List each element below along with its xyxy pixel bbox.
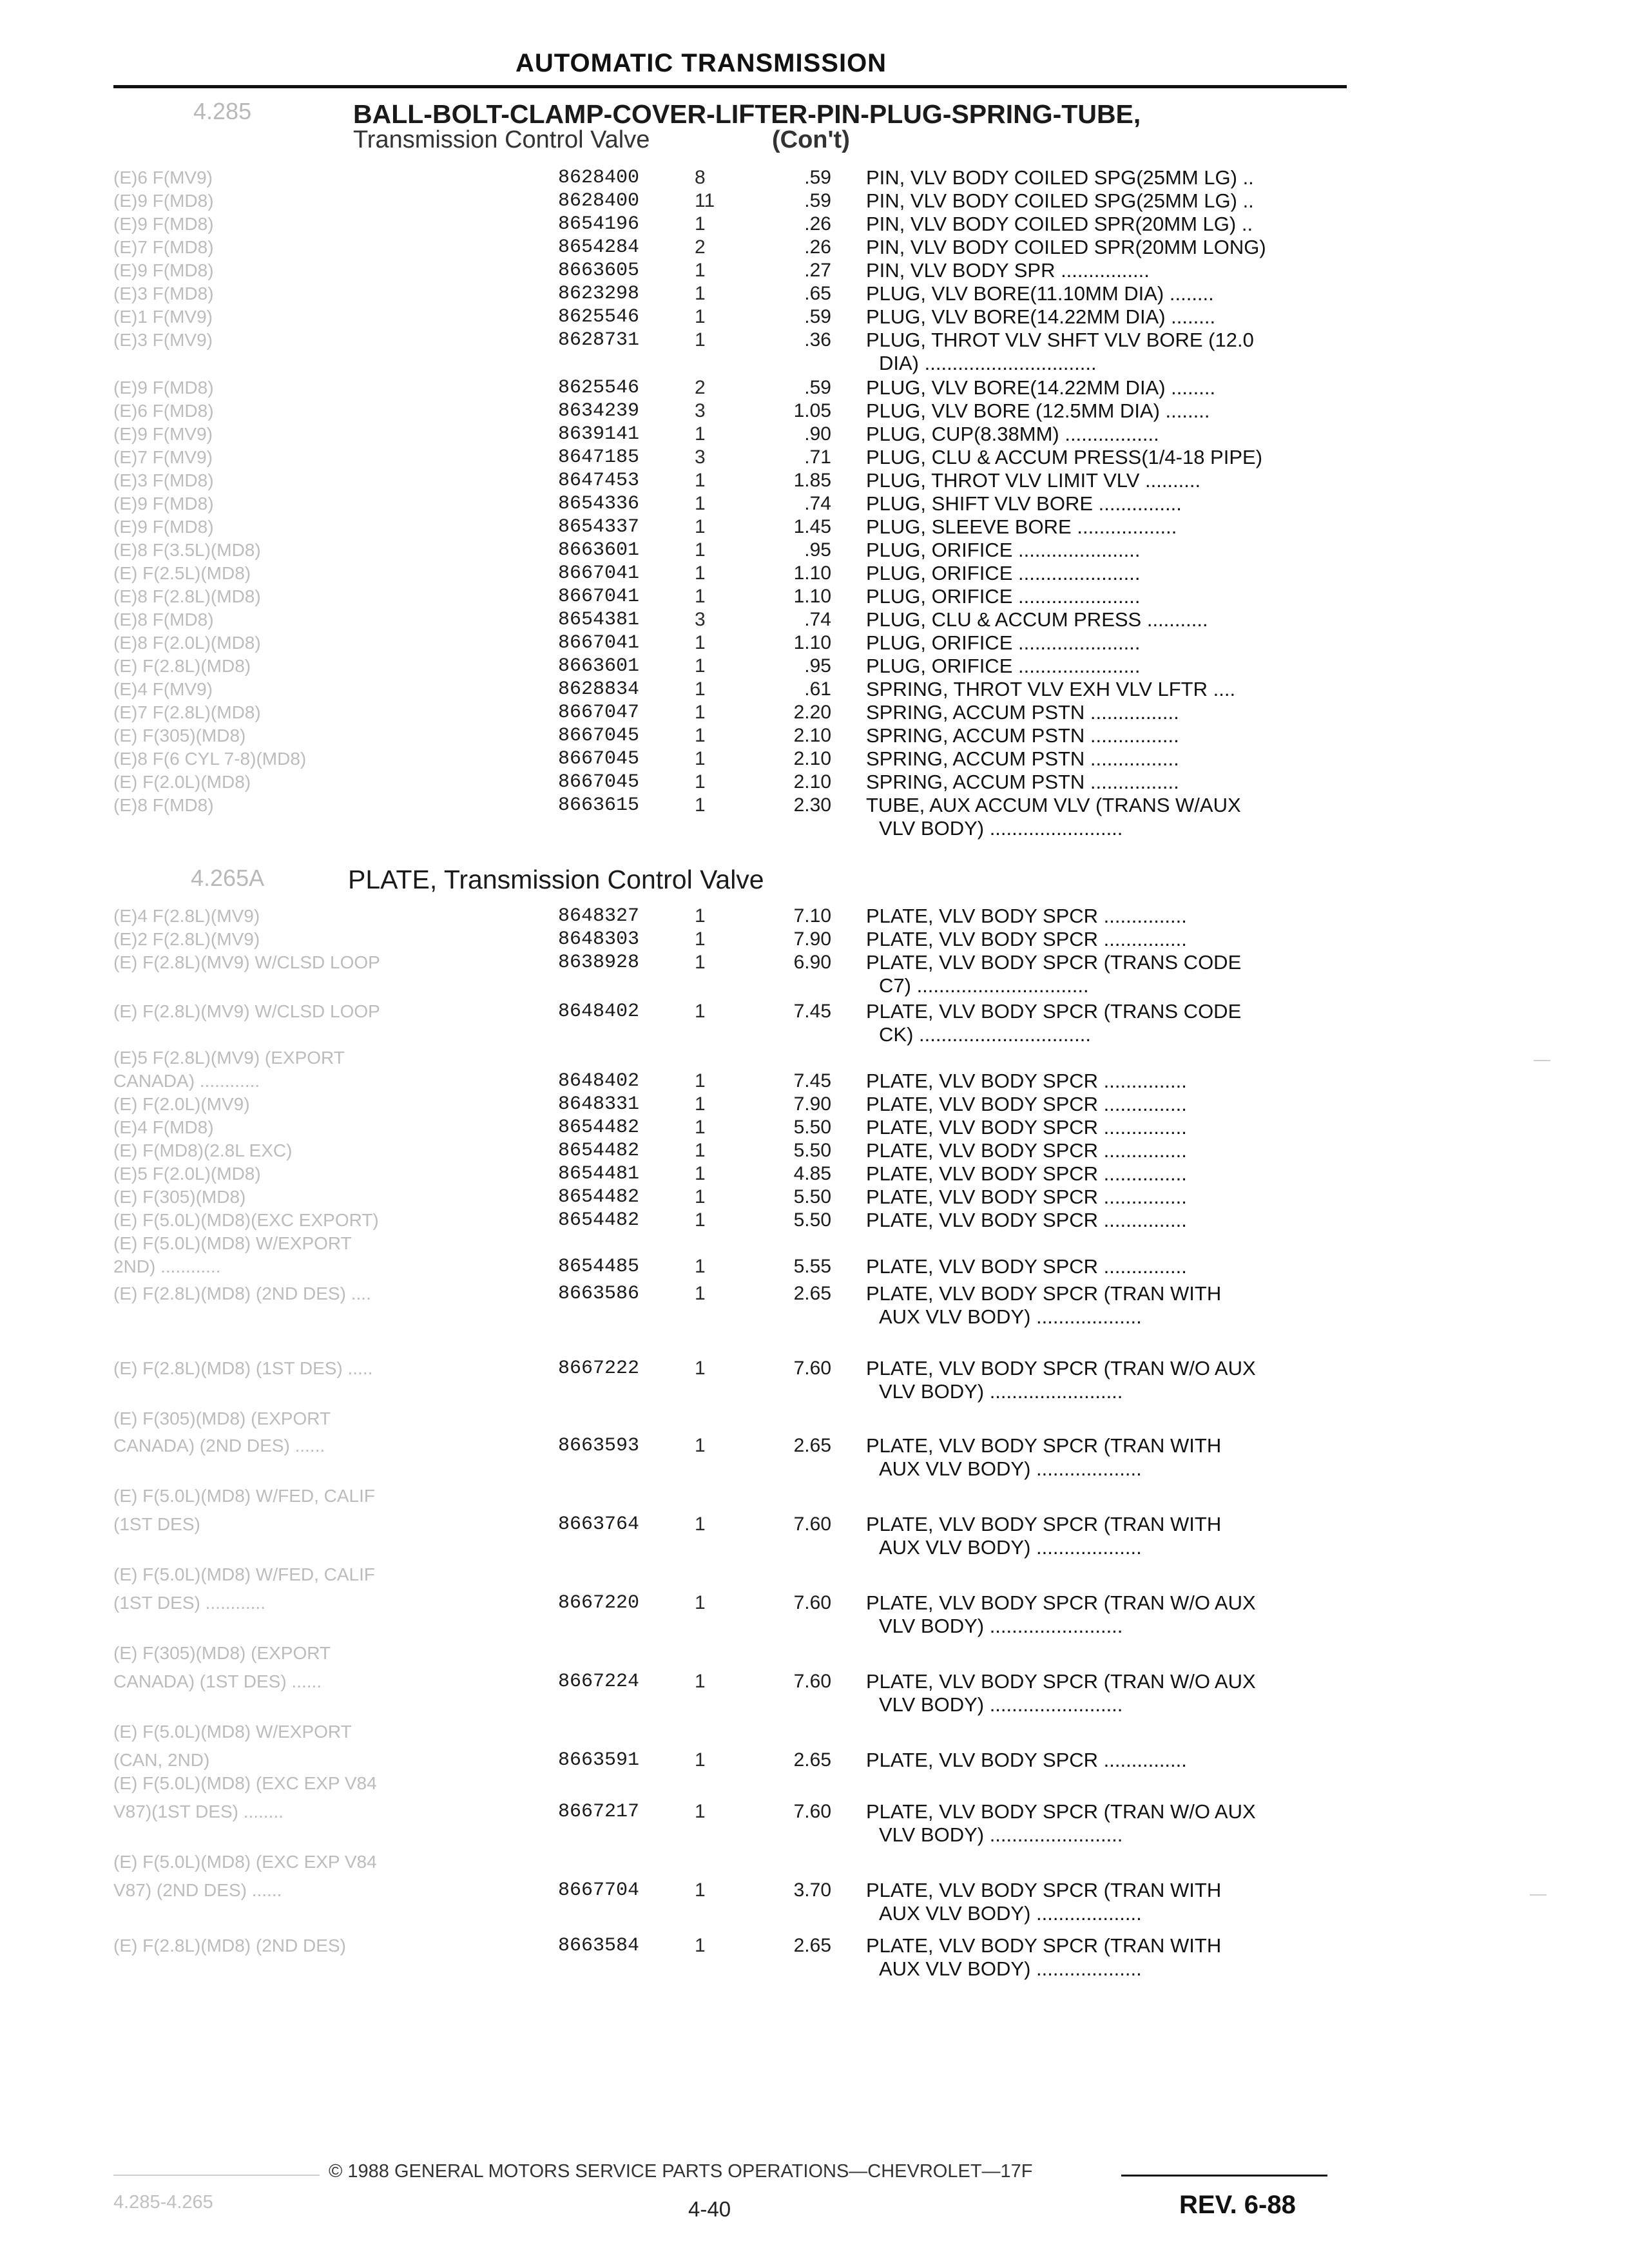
part-number: 8648327 [558, 905, 640, 927]
quantity: 1 [695, 562, 706, 584]
model-application: (E) F(305)(MD8) (EXPORT [113, 1643, 331, 1663]
price: 2.65 [793, 1935, 831, 1956]
quantity: 1 [695, 1070, 706, 1091]
part-number: 8663615 [558, 794, 640, 816]
price: 7.60 [793, 1671, 831, 1692]
header-rule [113, 85, 1347, 88]
model-application: (E)5 F(2.0L)(MD8) [113, 1164, 261, 1184]
model-application: (E) F(5.0L)(MD8) W/FED, CALIF [113, 1486, 376, 1506]
part-description: PLUG, ORIFICE ...................... [866, 631, 1141, 654]
price: .27 [804, 260, 831, 281]
model-application: (E)9 F(MD8) [113, 378, 214, 398]
model-application: (E) F(2.8L)(MV9) W/CLSD LOOP [113, 952, 380, 972]
part-number: 8663584 [558, 1935, 640, 1957]
model-application: (E)4 F(2.8L)(MV9) [113, 906, 260, 926]
model-application: V87) (2ND DES) ...... [113, 1880, 282, 1900]
price: 1.05 [793, 400, 831, 421]
part-number: 8654481 [558, 1163, 640, 1185]
quantity: 1 [695, 928, 706, 950]
part-number: 8648402 [558, 1070, 640, 1092]
part-number: 8654337 [558, 516, 640, 538]
quantity: 1 [695, 952, 706, 973]
price: .36 [804, 329, 831, 351]
part-description-continued: VLV BODY) ........................ [879, 817, 1123, 840]
price: 7.90 [793, 928, 831, 950]
model-application: (1ST DES) ............ [113, 1593, 265, 1613]
quantity: 1 [695, 1256, 706, 1277]
part-description: PLATE, VLV BODY SPCR (TRANS CODE [866, 951, 1242, 974]
quantity: 2 [695, 377, 706, 398]
part-number: 8667045 [558, 725, 640, 747]
model-application: CANADA) (2ND DES) ...... [113, 1436, 325, 1456]
model-application: (E)2 F(2.8L)(MV9) [113, 929, 260, 949]
part-description: PLUG, THROT VLV LIMIT VLV .......... [866, 469, 1201, 492]
quantity: 1 [695, 470, 706, 491]
price: 2.30 [793, 794, 831, 816]
model-application: (E) F(5.0L)(MD8) (EXC EXP V84 [113, 1773, 377, 1793]
quantity: 1 [695, 1140, 706, 1161]
part-number: 8654482 [558, 1209, 640, 1231]
part-number: 8654196 [558, 213, 640, 235]
quantity: 1 [695, 213, 706, 235]
part-description: PIN, VLV BODY COILED SPG(25MM LG) .. [866, 189, 1254, 212]
part-number: 8648303 [558, 928, 640, 950]
model-application: (E)3 F(MD8) [113, 284, 214, 303]
quantity: 1 [695, 493, 706, 514]
model-application: CANADA) ............ [113, 1071, 260, 1091]
part-number: 8634239 [558, 400, 640, 422]
part-description-continued: VLV BODY) ........................ [879, 1693, 1123, 1716]
price: 2.10 [793, 771, 831, 793]
part-description: PLATE, VLV BODY SPCR ............... [866, 928, 1187, 950]
model-application: (E)4 F(MV9) [113, 679, 213, 699]
part-description-continued: VLV BODY) ........................ [879, 1615, 1123, 1637]
price: 2.10 [793, 748, 831, 769]
part-number: 8667045 [558, 748, 640, 770]
price: 7.90 [793, 1093, 831, 1115]
price: .90 [804, 423, 831, 445]
part-description: PLUG, SHIFT VLV BORE ............... [866, 492, 1182, 515]
part-number: 8654336 [558, 493, 640, 515]
quantity: 1 [695, 632, 706, 653]
part-description: PLUG, CLU & ACCUM PRESS ........... [866, 608, 1208, 631]
part-description-continued: AUX VLV BODY) ................... [879, 1536, 1142, 1559]
quantity: 1 [695, 1163, 706, 1184]
model-application: (E)9 F(MV9) [113, 424, 213, 444]
footer-rule-right [1121, 2175, 1327, 2177]
part-number: 8628400 [558, 167, 640, 189]
part-description: PLUG, VLV BORE(11.10MM DIA) ........ [866, 282, 1214, 305]
price: 2.65 [793, 1749, 831, 1771]
model-application: (E)9 F(MD8) [113, 191, 214, 211]
part-number: 8654482 [558, 1140, 640, 1162]
price: 5.50 [793, 1140, 831, 1161]
part-description: PLUG, VLV BORE(14.22MM DIA) ........ [866, 376, 1216, 399]
part-number: 8663601 [558, 655, 640, 677]
model-application: (E)3 F(MD8) [113, 470, 214, 490]
part-description: PLUG, VLV BORE(14.22MM DIA) ........ [866, 305, 1216, 328]
model-application: (E) F(2.0L)(MD8) [113, 772, 251, 792]
part-description: SPRING, ACCUM PSTN ................ [866, 701, 1179, 724]
model-application: (E)8 F(MD8) [113, 610, 214, 629]
part-number: 8625546 [558, 306, 640, 328]
price: 7.60 [793, 1514, 831, 1535]
price: 7.10 [793, 905, 831, 927]
part-number: 8667220 [558, 1592, 640, 1614]
part-description: SPRING, THROT VLV EXH VLV LFTR .... [866, 678, 1236, 700]
price: .95 [804, 539, 831, 561]
section-2-title: PLATE, Transmission Control Valve [348, 865, 764, 894]
price: .74 [804, 493, 831, 514]
model-application: (E)9 F(MD8) [113, 260, 214, 280]
part-description: PIN, VLV BODY COILED SPR(20MM LG) .. [866, 213, 1253, 235]
quantity: 1 [695, 794, 706, 816]
part-description-continued: VLV BODY) ........................ [879, 1380, 1123, 1403]
section-1-cont: (Con't) [772, 126, 850, 153]
model-application: (E) F(5.0L)(MD8) W/EXPORT [113, 1233, 352, 1253]
footer-section-code: 4.285-4.265 [113, 2192, 213, 2213]
quantity: 3 [695, 609, 706, 630]
quantity: 11 [695, 190, 715, 211]
quantity: 1 [695, 1935, 706, 1956]
price: 1.10 [793, 632, 831, 653]
price: .59 [804, 377, 831, 398]
quantity: 1 [695, 516, 706, 537]
model-application: (E)8 F(6 CYL 7-8)(MD8) [113, 749, 307, 769]
part-description: PLATE, VLV BODY SPCR (TRANS CODE [866, 1000, 1242, 1023]
part-description: PLATE, VLV BODY SPCR (TRAN W/O AUX [866, 1800, 1256, 1823]
quantity: 1 [695, 586, 706, 607]
quantity: 1 [695, 329, 706, 351]
model-application: CANADA) (1ST DES) ...... [113, 1671, 322, 1691]
quantity: 1 [695, 771, 706, 793]
part-description-continued: DIA) ............................... [879, 352, 1097, 374]
price: .61 [804, 678, 831, 700]
part-number: 8639141 [558, 423, 640, 445]
price: 7.60 [793, 1801, 831, 1822]
part-number: 8667041 [558, 632, 640, 654]
quantity: 1 [695, 1801, 706, 1822]
price: 2.65 [793, 1435, 831, 1456]
model-application: (E) F(5.0L)(MD8)(EXC EXPORT) [113, 1210, 379, 1230]
quantity: 1 [695, 1435, 706, 1456]
price: 1.10 [793, 586, 831, 607]
part-description: PLATE, VLV BODY SPCR (TRAN WITH [866, 1879, 1222, 1901]
part-description-continued: CK) ............................... [879, 1023, 1091, 1046]
price: 6.90 [793, 952, 831, 973]
part-description-continued: AUX VLV BODY) ................... [879, 1957, 1142, 1980]
model-application: (1ST DES) [113, 1514, 200, 1534]
part-description: PLATE, VLV BODY SPCR ............... [866, 1209, 1187, 1231]
quantity: 1 [695, 1209, 706, 1231]
model-application: (E) F(2.8L)(MD8) (2ND DES) [113, 1936, 346, 1956]
price: .71 [804, 447, 831, 468]
quantity: 1 [695, 725, 706, 746]
price: 1.10 [793, 562, 831, 584]
part-description: PLATE, VLV BODY SPCR ............... [866, 1139, 1187, 1162]
quantity: 1 [695, 423, 706, 445]
part-description: PIN, VLV BODY COILED SPG(25MM LG) .. [866, 166, 1254, 189]
part-number: 8654284 [558, 236, 640, 258]
part-number: 8648331 [558, 1093, 640, 1115]
part-description: SPRING, ACCUM PSTN ................ [866, 724, 1179, 747]
quantity: 1 [695, 1749, 706, 1771]
model-application: (E)8 F(3.5L)(MD8) [113, 540, 261, 560]
quantity: 1 [695, 1186, 706, 1207]
model-application: (CAN, 2ND) [113, 1750, 210, 1770]
price: 7.45 [793, 1001, 831, 1022]
price: 2.10 [793, 725, 831, 746]
part-description: PIN, VLV BODY SPR ................ [866, 259, 1150, 282]
model-application: (E) F(2.8L)(MV9) W/CLSD LOOP [113, 1001, 380, 1021]
quantity: 1 [695, 1358, 706, 1379]
model-application: (E)5 F(2.8L)(MV9) (EXPORT [113, 1048, 345, 1068]
price: .26 [804, 213, 831, 235]
section-1-code: 4.285 [193, 98, 252, 124]
model-application: (E) F(5.0L)(MD8) W/EXPORT [113, 1722, 352, 1742]
price: 4.85 [793, 1163, 831, 1184]
model-application: (E)8 F(MD8) [113, 795, 214, 815]
scan-margin-mark [1534, 1060, 1550, 1061]
part-description: PLATE, VLV BODY SPCR ............... [866, 1255, 1187, 1278]
model-application: (E)9 F(MD8) [113, 494, 214, 514]
quantity: 1 [695, 678, 706, 700]
part-number: 8654485 [558, 1256, 640, 1278]
price: .74 [804, 609, 831, 630]
part-description: PLATE, VLV BODY SPCR ............... [866, 1162, 1187, 1185]
section-1-subtitle: Transmission Control Valve [353, 126, 650, 153]
scan-margin-mark [1530, 1894, 1547, 1896]
model-application: (E)4 F(MD8) [113, 1117, 214, 1137]
price: 5.50 [793, 1117, 831, 1138]
page-title: AUTOMATIC TRANSMISSION [516, 49, 887, 77]
part-number: 8654381 [558, 609, 640, 631]
part-description: PIN, VLV BODY COILED SPR(20MM LONG) [866, 236, 1266, 258]
part-description: PLATE, VLV BODY SPCR (TRAN WITH [866, 1282, 1222, 1305]
price: 5.50 [793, 1186, 831, 1207]
part-description: PLATE, VLV BODY SPCR (TRAN WITH [866, 1513, 1222, 1535]
part-description: PLUG, CLU & ACCUM PRESS(1/4-18 PIPE) [866, 446, 1263, 468]
price: 1.85 [793, 470, 831, 491]
part-description: PLUG, ORIFICE ...................... [866, 655, 1141, 677]
part-description-continued: VLV BODY) ........................ [879, 1823, 1123, 1846]
price: 5.50 [793, 1209, 831, 1231]
quantity: 1 [695, 283, 706, 304]
model-application: 2ND) ............ [113, 1256, 221, 1276]
section-1-title: BALL-BOLT-CLAMP-COVER-LIFTER-PIN-PLUG-SPRING-TUBE, [353, 99, 1141, 129]
price: .59 [804, 306, 831, 327]
part-number: 8663601 [558, 539, 640, 561]
model-application: (E)8 F(2.0L)(MD8) [113, 633, 261, 653]
part-number: 8667047 [558, 702, 640, 724]
quantity: 1 [695, 260, 706, 281]
model-application: (E)1 F(MV9) [113, 307, 213, 327]
price: 5.55 [793, 1256, 831, 1277]
price: 3.70 [793, 1879, 831, 1901]
quantity: 1 [695, 1117, 706, 1138]
part-number: 8638928 [558, 952, 640, 974]
part-description: TUBE, AUX ACCUM VLV (TRANS W/AUX [866, 794, 1241, 816]
model-application: (E) F(305)(MD8) [113, 1187, 246, 1207]
part-description: PLATE, VLV BODY SPCR ............... [866, 1116, 1187, 1139]
part-description-continued: C7) ............................... [879, 974, 1089, 997]
part-description: SPRING, ACCUM PSTN ................ [866, 771, 1179, 793]
model-application: (E) F(2.8L)(MD8) (1ST DES) ..... [113, 1358, 373, 1378]
model-application: (E) F(MD8)(2.8L EXC) [113, 1140, 293, 1160]
part-description: PLATE, VLV BODY SPCR ............... [866, 905, 1187, 927]
price: 7.60 [793, 1592, 831, 1613]
part-number: 8667704 [558, 1879, 640, 1901]
part-description: PLUG, ORIFICE ...................... [866, 539, 1141, 561]
part-number: 8648402 [558, 1001, 640, 1023]
model-application: (E)6 F(MD8) [113, 401, 214, 421]
part-number: 8663764 [558, 1514, 640, 1535]
revision-label: REV. 6-88 [1179, 2191, 1296, 2219]
part-description: SPRING, ACCUM PSTN ................ [866, 747, 1179, 770]
price: .95 [804, 655, 831, 677]
quantity: 1 [695, 1879, 706, 1901]
model-application: (E)8 F(2.8L)(MD8) [113, 586, 261, 606]
footer-rule-left [113, 2175, 320, 2176]
part-description-continued: AUX VLV BODY) ................... [879, 1457, 1142, 1480]
quantity: 1 [695, 905, 706, 927]
footer-copyright: © 1988 GENERAL MOTORS SERVICE PARTS OPERATIONS—CHEVROLET—17F [329, 2161, 1033, 2182]
part-number: 8667222 [558, 1358, 640, 1379]
price: 7.60 [793, 1358, 831, 1379]
part-description: PLATE, VLV BODY SPCR ............... [866, 1749, 1187, 1771]
model-application: (E)3 F(MV9) [113, 330, 213, 350]
quantity: 8 [695, 167, 706, 188]
part-description: PLATE, VLV BODY SPCR ............... [866, 1070, 1187, 1092]
part-number: 8628834 [558, 678, 640, 700]
quantity: 1 [695, 306, 706, 327]
part-number: 8663605 [558, 260, 640, 282]
part-number: 8625546 [558, 377, 640, 399]
model-application: (E) F(2.0L)(MV9) [113, 1094, 250, 1114]
part-description-continued: AUX VLV BODY) ................... [879, 1305, 1142, 1328]
quantity: 1 [695, 748, 706, 769]
model-application: (E)9 F(MD8) [113, 214, 214, 234]
quantity: 1 [695, 1001, 706, 1022]
price: 2.20 [793, 702, 831, 723]
model-application: (E)6 F(MV9) [113, 168, 213, 187]
model-application: (E) F(305)(MD8) (EXPORT [113, 1408, 331, 1428]
part-number: 8628400 [558, 190, 640, 212]
model-application: (E)9 F(MD8) [113, 517, 214, 537]
model-application: (E) F(5.0L)(MD8) (EXC EXP V84 [113, 1852, 377, 1872]
part-description: PLUG, ORIFICE ...................... [866, 585, 1141, 608]
part-description-continued: AUX VLV BODY) ................... [879, 1902, 1142, 1925]
part-number: 8654482 [558, 1117, 640, 1139]
quantity: 1 [695, 1093, 706, 1115]
part-description: PLUG, SLEEVE BORE .................. [866, 515, 1177, 538]
model-application: (E)7 F(MV9) [113, 447, 213, 467]
section-2-code: 4.265A [191, 865, 265, 891]
model-application: (E) F(5.0L)(MD8) W/FED, CALIF [113, 1564, 376, 1584]
price: .59 [804, 190, 831, 211]
model-application: (E)7 F(2.8L)(MD8) [113, 702, 261, 722]
quantity: 1 [695, 702, 706, 723]
quantity: 1 [695, 1592, 706, 1613]
quantity: 3 [695, 400, 706, 421]
part-number: 8663586 [558, 1283, 640, 1305]
part-number: 8667041 [558, 562, 640, 584]
quantity: 1 [695, 1671, 706, 1692]
price: .26 [804, 236, 831, 258]
part-description: PLUG, THROT VLV SHFT VLV BORE (12.0 [866, 329, 1254, 351]
part-number: 8647453 [558, 470, 640, 492]
part-description: PLUG, CUP(8.38MM) ................. [866, 423, 1159, 445]
part-number: 8647185 [558, 447, 640, 468]
model-application: (E) F(2.5L)(MD8) [113, 563, 251, 583]
price: 2.65 [793, 1283, 831, 1304]
quantity: 1 [695, 1514, 706, 1535]
quantity: 1 [695, 655, 706, 677]
part-description: PLUG, VLV BORE (12.5MM DIA) ........ [866, 399, 1210, 422]
part-description: PLATE, VLV BODY SPCR ............... [866, 1093, 1187, 1115]
quantity: 3 [695, 447, 706, 468]
part-number: 8667217 [558, 1801, 640, 1823]
quantity: 1 [695, 1283, 706, 1304]
price: 7.45 [793, 1070, 831, 1091]
model-application: (E) F(2.8L)(MD8) (2ND DES) .... [113, 1283, 371, 1303]
part-number: 8667045 [558, 771, 640, 793]
part-description: PLATE, VLV BODY SPCR (TRAN W/O AUX [866, 1591, 1256, 1614]
part-description: PLATE, VLV BODY SPCR (TRAN W/O AUX [866, 1670, 1256, 1693]
part-description: PLATE, VLV BODY SPCR (TRAN WITH [866, 1934, 1222, 1957]
price: 1.45 [793, 516, 831, 537]
part-description: PLUG, ORIFICE ...................... [866, 562, 1141, 584]
part-description: PLATE, VLV BODY SPCR (TRAN WITH [866, 1434, 1222, 1457]
model-application: V87)(1ST DES) ........ [113, 1802, 284, 1821]
part-number: 8667224 [558, 1671, 640, 1693]
price: .59 [804, 167, 831, 188]
part-description: PLATE, VLV BODY SPCR ............... [866, 1186, 1187, 1208]
part-number: 8628731 [558, 329, 640, 351]
part-number: 8654482 [558, 1186, 640, 1208]
page-number: 4-40 [688, 2197, 731, 2221]
quantity: 2 [695, 236, 706, 258]
quantity: 1 [695, 539, 706, 561]
price: .65 [804, 283, 831, 304]
model-application: (E) F(305)(MD8) [113, 726, 246, 745]
part-number: 8623298 [558, 283, 640, 305]
model-application: (E) F(2.8L)(MD8) [113, 656, 251, 676]
part-number: 8667041 [558, 586, 640, 608]
part-number: 8663593 [558, 1435, 640, 1457]
part-number: 8663591 [558, 1749, 640, 1771]
part-description: PLATE, VLV BODY SPCR (TRAN W/O AUX [866, 1357, 1256, 1379]
model-application: (E)7 F(MD8) [113, 237, 214, 257]
